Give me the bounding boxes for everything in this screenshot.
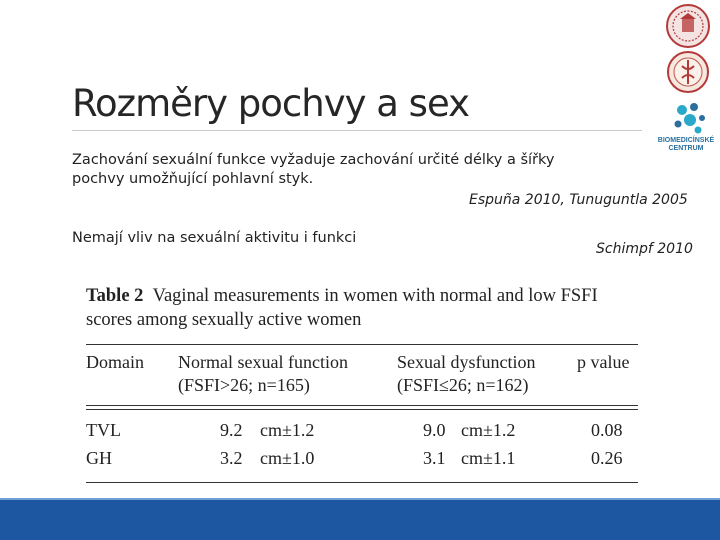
table-caption-line-1: Vaginal measurements in women with normal and low FSFI <box>152 286 598 306</box>
table-caption-line-2: scores among sexually active women <box>86 310 362 330</box>
cell-p-value: 0.08 <box>591 420 623 440</box>
paragraph-1 <box>72 151 554 189</box>
cell-dysfunction-value: 3.1 <box>423 448 446 468</box>
slide-title: Rozměry pochvy a sex <box>72 82 469 125</box>
table-caption-label: Table 2 <box>86 286 144 306</box>
biomedical-center-label: BIOMEDICÍNSKÉ CENTRUM <box>657 137 715 152</box>
table-row <box>86 448 638 476</box>
title-divider <box>72 130 642 131</box>
table-row <box>86 420 638 448</box>
cell-dysfunction-unit: cm±1.2 <box>461 420 516 440</box>
cell-domain: GH <box>86 448 112 468</box>
cell-normal-value: 9.2 <box>220 420 243 440</box>
paragraph-2: Nemají vliv na sexuální aktivitu i funkci <box>72 230 357 246</box>
cell-normal-unit: cm±1.0 <box>260 448 315 468</box>
header-domain: Domain <box>86 352 144 372</box>
cell-normal-value: 3.2 <box>220 448 243 468</box>
header-dysfunction-line-1: Sexual dysfunction <box>397 352 536 372</box>
citation-2: Schimpf 2010 <box>596 241 693 257</box>
paragraph-1-line-2: pochvy umožňující pohlavní styk. <box>72 171 314 187</box>
table-header <box>86 345 638 401</box>
paragraph-1-line-1: Zachování sexuální funkce vyžaduje zachování určité délky a šířky <box>72 152 555 168</box>
cell-dysfunction-value: 9.0 <box>423 420 446 440</box>
header-normal-line-1: Normal sexual function <box>178 352 348 372</box>
biomedical-center-logo-icon <box>664 98 720 138</box>
university-seal-icon <box>662 3 714 49</box>
cell-domain: TVL <box>86 420 121 440</box>
table-figure <box>86 284 638 483</box>
footer-bar <box>0 500 720 540</box>
table-caption <box>86 284 638 332</box>
header-p-value: p value <box>577 352 630 372</box>
medical-faculty-seal-icon <box>662 50 714 94</box>
header-normal-line-2: (FSFI>26; n=165) <box>178 375 310 395</box>
cell-dysfunction-unit: cm±1.1 <box>461 448 516 468</box>
table-bottom-rule <box>86 482 638 483</box>
citation-1: Espuña 2010, Tunuguntla 2005 <box>469 192 688 208</box>
table-header-rule <box>86 405 638 406</box>
header-dysfunction-line-2: (FSFI≤26; n=162) <box>397 375 529 395</box>
cell-p-value: 0.26 <box>591 448 623 468</box>
cell-normal-unit: cm±1.2 <box>260 420 315 440</box>
